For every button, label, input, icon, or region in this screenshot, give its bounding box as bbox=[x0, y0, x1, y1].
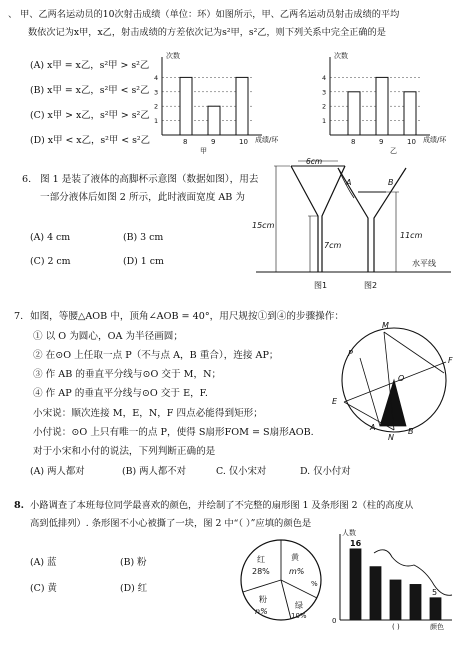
q5-yi-bar-9 bbox=[376, 77, 388, 135]
q8-number: 8. bbox=[14, 500, 25, 511]
q6-label-b: B bbox=[388, 178, 394, 187]
q5-jia-bar-8 bbox=[180, 77, 192, 135]
q6-fig2-label: 图2 bbox=[364, 281, 378, 290]
q5-jia-xtick-8: 8 bbox=[183, 138, 188, 146]
q5-yi-bar-8 bbox=[348, 92, 360, 135]
q6-stem-line2: 一部分液体后如图 2 所示，此时液面宽度 AB 为 bbox=[40, 192, 245, 203]
q5-jia-bar-9 bbox=[208, 106, 220, 135]
q8-bar-chart bbox=[330, 525, 460, 635]
q8-stem-line1: 小路调查了本班每位同学最喜欢的颜色，并绘制了不完整的扇形图 1 及条形图 2（柱的高度从 bbox=[30, 500, 414, 511]
q7-number: 7. bbox=[14, 311, 24, 322]
q8-pie-yellow: 黄 bbox=[291, 553, 299, 562]
q6-fig1-label: 图1 bbox=[314, 281, 328, 290]
q5-yi-ylabel: 次数 bbox=[334, 52, 348, 60]
q8-pie-chart bbox=[233, 530, 333, 630]
q6-option-c[interactable]: (C) 2 cm bbox=[30, 256, 71, 267]
q5-jia-caption: 甲 bbox=[200, 147, 207, 155]
q8-pie-pink-pct: n% bbox=[255, 607, 268, 616]
q6-number: 6. bbox=[22, 174, 32, 185]
q8-pie-red: 红 bbox=[257, 555, 265, 564]
q7-label-b: B bbox=[408, 427, 414, 436]
q8-pie-side-pct: % bbox=[311, 580, 318, 588]
q8-bar-origin: 0 bbox=[332, 617, 337, 625]
q7-fu-claim: 小付说：⊙O 上只有唯一的点 P，使得 S扇形FOM = S扇形AOB. bbox=[33, 427, 314, 438]
q6-option-b[interactable]: (B) 3 cm bbox=[123, 232, 164, 243]
q5-option-a[interactable]: (A) x甲 = x乙，s²甲 > s²乙 bbox=[30, 60, 150, 71]
q8-pie-red-pct: 28% bbox=[252, 567, 270, 576]
q5-yi-xtick-9: 9 bbox=[379, 138, 384, 146]
q8-pie-pink: 粉 bbox=[259, 595, 267, 604]
q5-jia-bar-10 bbox=[236, 77, 248, 135]
q7-label-f: F bbox=[448, 356, 453, 365]
q8-option-d[interactable]: (D) 红 bbox=[120, 583, 148, 594]
q7-step-2: ② 在⊙O 上任取一点 P（不与点 A，B 重合），连接 AP； bbox=[33, 350, 279, 361]
q8-bar-2 bbox=[370, 567, 381, 620]
q6-stem-height: 7cm bbox=[324, 241, 342, 250]
q8-bar-xlabel: 颜色 bbox=[430, 623, 444, 631]
q8-bar-label-last: 5 bbox=[432, 587, 438, 597]
q7-song-claim: 小宋说：顺次连接 M，E，N，F 四点必能得到矩形； bbox=[33, 408, 263, 419]
q7-option-d[interactable]: D. 仅小付对 bbox=[300, 466, 351, 477]
q6-liquid-height: 11cm bbox=[400, 231, 423, 240]
q7-stem: 如图，等腰△AOB 中，顶角∠AOB = 40°，用尺规按①到④的步骤操作： bbox=[30, 311, 344, 322]
q5-yi-xtick-10: 10 bbox=[407, 138, 416, 146]
q8-bar-1 bbox=[350, 549, 361, 620]
q8-pie-yellow-pct: m% bbox=[289, 567, 305, 576]
q5-option-d[interactable]: (D) x甲 < x乙，s²甲 < s²乙 bbox=[30, 135, 151, 146]
q8-option-a[interactable]: (A) 蓝 bbox=[30, 557, 57, 568]
q7-ask: 对于小宋和小付的说法，下列判断正确的是 bbox=[33, 446, 216, 457]
q8-bar-torn-label: ( ) bbox=[392, 623, 400, 631]
q8-pie-green: 绿 bbox=[295, 601, 303, 610]
q7-circle-figure bbox=[326, 318, 466, 443]
q7-label-m: M bbox=[382, 321, 389, 330]
q5-jia-ytick-4: 4 bbox=[154, 73, 159, 82]
q6-ground-label: 水平线 bbox=[412, 259, 436, 268]
q8-stem-line2: 高到低排列）. 条形图不小心被撕了一块，图 2 中“（ ）”应填的颜色是 bbox=[30, 518, 312, 529]
q6-option-a[interactable]: (A) 4 cm bbox=[30, 232, 71, 243]
q5-jia-xtick-9: 9 bbox=[211, 138, 216, 146]
q5-yi-ytick-4: 4 bbox=[322, 73, 327, 82]
q8-pie-green-pct: 10% bbox=[291, 612, 307, 620]
q7-option-a[interactable]: (A) 两人都对 bbox=[30, 466, 85, 477]
q5-option-b[interactable]: (B) x甲 = x乙，s²甲 < s²乙 bbox=[30, 85, 150, 96]
q5-yi-ytick-3: 3 bbox=[322, 88, 327, 97]
q6-stem-line1: 图 1 是装了液体的高脚杯示意图（数据如图），用去 bbox=[40, 174, 259, 185]
q5-jia-ytick-2: 2 bbox=[154, 102, 159, 111]
q6-top-width: 6cm bbox=[306, 157, 323, 166]
q8-option-c[interactable]: (C) 黄 bbox=[30, 583, 57, 594]
q5-chart-yi bbox=[318, 45, 463, 155]
q8-bar-5 bbox=[430, 598, 441, 620]
q7-step-3: ③ 作 AB 的垂直平分线与⊙O 交于 M，N； bbox=[33, 369, 222, 380]
q5-jia-ytick-3: 3 bbox=[154, 88, 159, 97]
q6-goblet-2 bbox=[338, 168, 368, 272]
q8-bar-3 bbox=[390, 580, 401, 620]
q5-yi-bar-10 bbox=[404, 92, 416, 135]
q6-label-a: A bbox=[346, 178, 352, 187]
q7-label-n: N bbox=[388, 433, 394, 442]
q5-jia-xtick-10: 10 bbox=[239, 138, 248, 146]
q7-option-c[interactable]: C. 仅小宋对 bbox=[216, 466, 267, 477]
q6-goblet-1 bbox=[291, 166, 318, 272]
q5-yi-caption: 乙 bbox=[390, 147, 397, 155]
q5-chart-jia bbox=[150, 45, 295, 155]
q5-stem-line1: 、 甲、乙两名运动员的10次射击成绩（单位：环）如图所示，甲、乙两名运动员射击成绩的平均 bbox=[8, 9, 400, 20]
q6-option-d[interactable]: (D) 1 cm bbox=[123, 256, 164, 267]
q6-goblet-figure bbox=[246, 158, 466, 293]
q7-label-a: A bbox=[370, 423, 376, 432]
q8-bar-ylabel: 人数 bbox=[342, 529, 356, 537]
q5-yi-xlabel: 成绩/环 bbox=[423, 136, 447, 144]
q8-bar-label-first: 16 bbox=[350, 538, 362, 548]
q7-step-4: ④ 作 AP 的垂直平分线与⊙O 交于 E，F. bbox=[33, 388, 208, 399]
q5-stem-line2: 数依次记为x甲，x乙，射击成绩的方差依次记为s²甲，s²乙，则下列关系中完全正确的是 bbox=[28, 27, 386, 38]
q5-yi-ytick-2: 2 bbox=[322, 102, 327, 111]
q7-label-o: O bbox=[398, 374, 405, 383]
q5-jia-xlabel: 成绩/环 bbox=[255, 136, 279, 144]
q6-total-height: 15cm bbox=[252, 221, 275, 230]
q5-option-c[interactable]: (C) x甲 > x乙，s²甲 > s²乙 bbox=[30, 110, 150, 121]
q7-step-1: ① 以 O 为圆心，OA 为半径画圆； bbox=[33, 331, 183, 342]
q5-jia-ylabel: 次数 bbox=[166, 52, 180, 60]
q5-yi-xtick-8: 8 bbox=[351, 138, 356, 146]
q7-label-p: P bbox=[348, 349, 353, 358]
q8-bar-4 bbox=[410, 584, 421, 620]
q7-option-b[interactable]: (B) 两人都不对 bbox=[122, 466, 187, 477]
q5-yi-ytick-1: 1 bbox=[322, 117, 327, 126]
q7-label-e: E bbox=[332, 397, 338, 406]
q8-option-b[interactable]: (B) 粉 bbox=[120, 557, 147, 568]
q5-jia-ytick-1: 1 bbox=[154, 117, 159, 126]
